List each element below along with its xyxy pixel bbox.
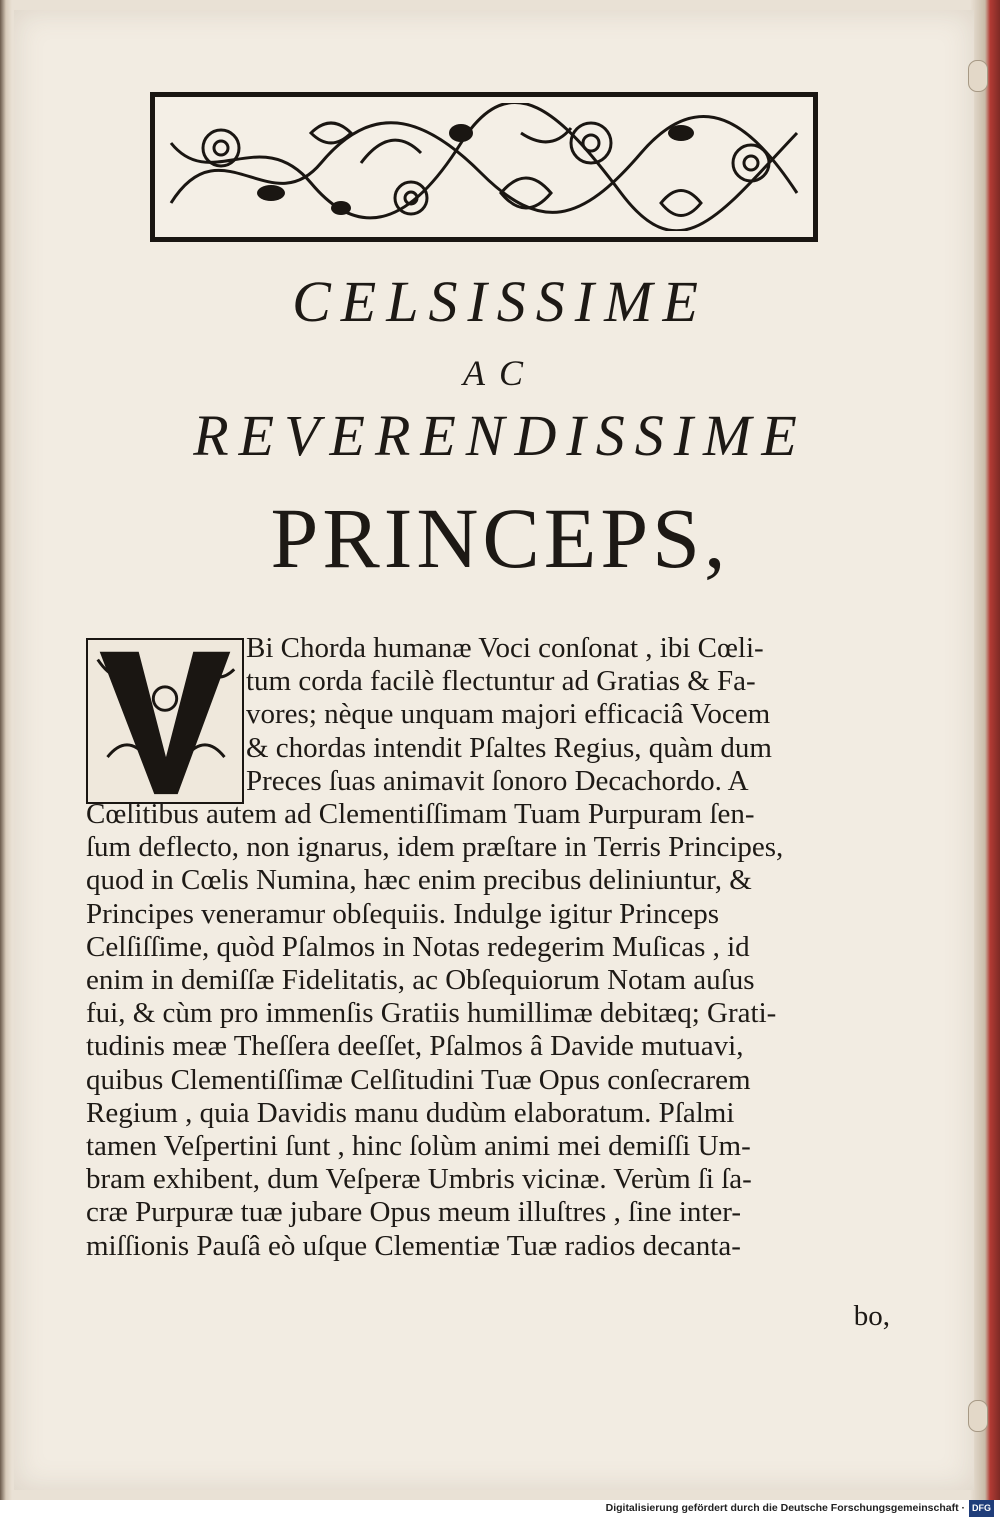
body-line: Preces ſuas animavit ſonoro Decachordo. A [246, 764, 749, 797]
body-line: cræ Purpuræ tuæ jubare Opus meum illuſtres , ſine inter- [86, 1196, 742, 1229]
body-line: ſum deflecto, non ignarus, idem præſtare in Terris Principes, [86, 831, 784, 864]
title-reverendissime: REVERENDISSIME [193, 403, 807, 468]
body-line: Regium , quia Davidis manu dudùm elaboratum. Pſalmi [86, 1096, 735, 1129]
body-line: fui, & cùm pro immenſis Gratiis humillimæ debitæq; Grati- [86, 997, 777, 1030]
title-ac: AC [462, 353, 537, 393]
dfg-logo-icon: DFG [969, 1500, 994, 1517]
body-line: & chordas intendit Pſaltes Regius, quàm dum [246, 731, 772, 764]
footer-credit: Digitalisierung gefördert durch die Deutsche Forschungsgemeinschaft · [605, 1502, 965, 1514]
catchword: bo, [853, 1300, 890, 1332]
digitization-footer [0, 1500, 1000, 1517]
body-line: tamen Veſpertini ſunt , hinc ſolùm animi mei demiſſi Um- [86, 1130, 751, 1163]
body-line: Principes veneramur obſequiis. Indulge igitur Princeps [86, 897, 720, 930]
title-princeps: PRINCEPS, [270, 490, 730, 586]
body-line: enim in demiſſæ Fidelitatis, ac Obſequiorum Notam auſus [86, 964, 755, 997]
dedication-body [86, 632, 890, 1263]
title-celsissime: CELSISSIME [292, 269, 708, 334]
floral-ornament-icon [161, 103, 807, 231]
body-line: quibus Clementiſſimæ Celſitudini Tuæ Opus conſecrarem [86, 1063, 751, 1096]
body-line: vores; nèque unquam majori efficaciâ Vocem [246, 698, 771, 731]
body-line: Celſiſſime, quòd Pſalmos in Notas redegerim Muſicas , id [86, 930, 750, 963]
floral-headpiece [150, 92, 818, 242]
body-line: Bi Chorda humanæ Voci conſonat , ibi Cœli- [246, 632, 764, 664]
body-line: tum corda facilè flectuntur ad Gratias & Fa- [246, 665, 756, 698]
page-edge-tab [968, 1400, 988, 1432]
body-line: tudinis meæ Theſſera deeſſet, Pſalmos â Davide mutuavi, [86, 1030, 744, 1063]
body-line: Cœlitibus autem ad Clementiſſimam Tuam Purpuram ſen- [86, 798, 755, 831]
body-line: bram exhibent, dum Veſperæ Umbris vicinæ. Verùm ſi ſa- [86, 1163, 752, 1196]
page-edge-tab [968, 60, 988, 92]
body-line: quod in Cœlis Numina, hæc enim precibus deliniuntur, & [86, 864, 752, 897]
body-line: miſſionis Pauſâ eò uſque Clementiæ Tuæ radios decanta- [86, 1229, 741, 1262]
